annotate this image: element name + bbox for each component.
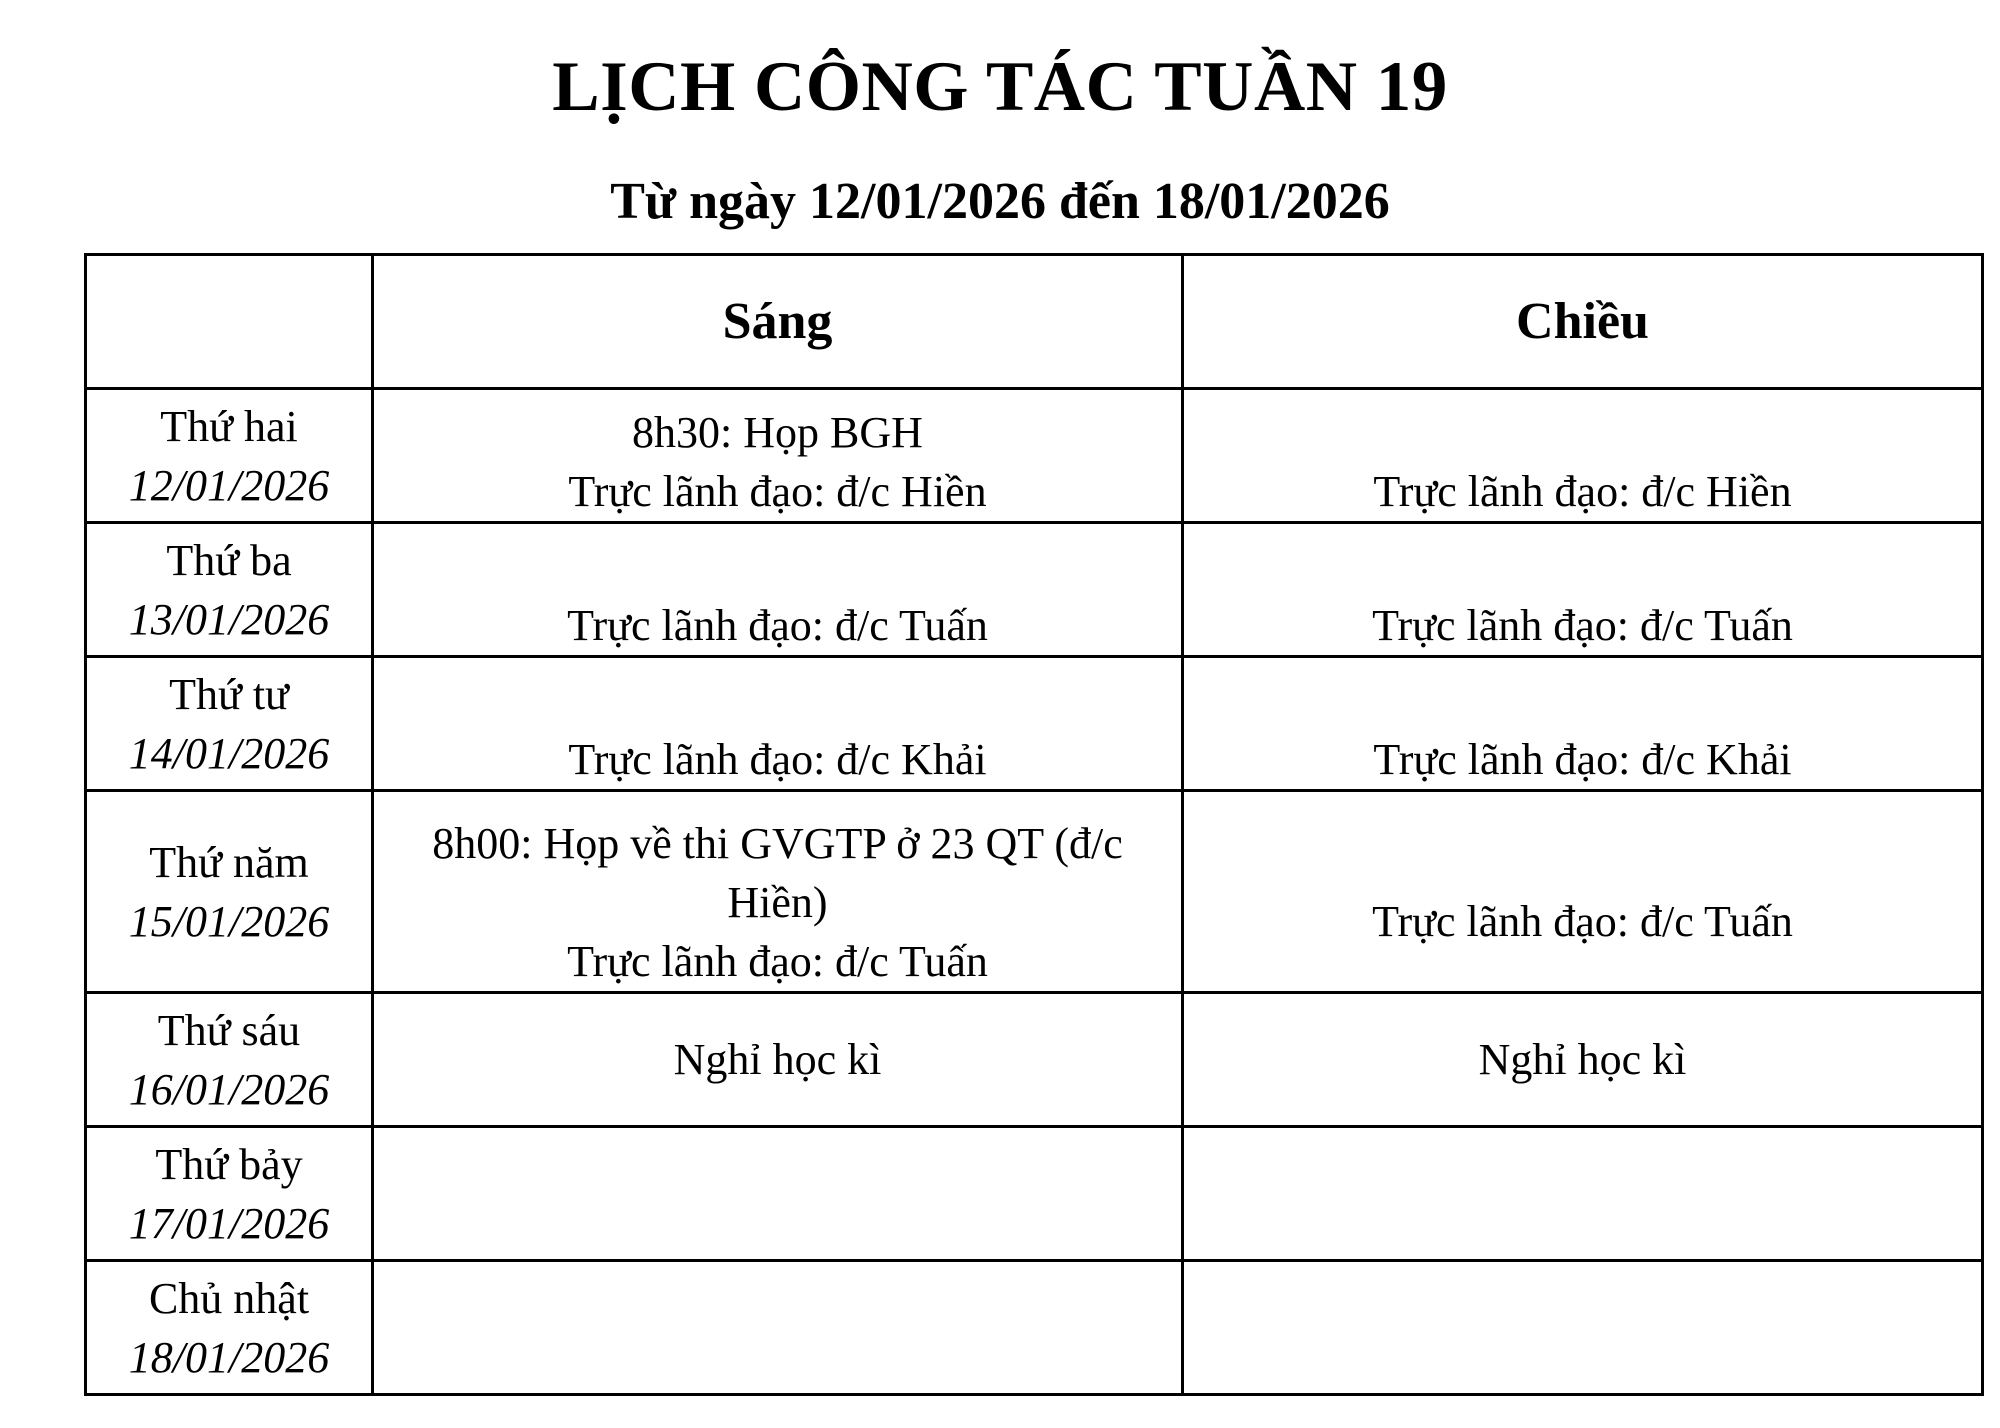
table-header-row <box>86 255 1983 389</box>
table-row <box>86 1127 1983 1261</box>
day-name: Thứ hai <box>160 401 298 451</box>
day-cell <box>86 657 373 791</box>
table-row <box>86 1261 1983 1395</box>
day-date: 16/01/2026 <box>128 1064 330 1114</box>
header-day <box>86 255 373 389</box>
afternoon-cell <box>1183 1127 1983 1261</box>
day-name: Thứ năm <box>149 837 309 887</box>
morning-cell <box>373 523 1183 657</box>
morning-cell <box>373 1127 1183 1261</box>
table-row <box>86 657 1983 791</box>
day-date: 18/01/2026 <box>128 1332 330 1382</box>
morning-cell <box>373 791 1183 993</box>
day-name: Chủ nhật <box>148 1273 310 1323</box>
afternoon-cell <box>1183 1261 1983 1395</box>
afternoon-cell <box>1183 523 1983 657</box>
day-name: Thứ sáu <box>157 1005 301 1055</box>
morning-line: 8h00: Họp về thi GVGTP ở 23 QT (đ/c <box>432 819 1123 868</box>
day-date: 12/01/2026 <box>128 460 330 510</box>
page-subtitle: Từ ngày 12/01/2026 đến 18/01/2026 <box>610 173 1390 230</box>
afternoon-line: Trực lãnh đạo: đ/c Tuấn <box>1372 897 1793 946</box>
day-cell <box>86 389 373 523</box>
morning-cell <box>373 389 1183 523</box>
morning-line: Trực lãnh đạo: đ/c Khải <box>568 735 987 784</box>
afternoon-cell <box>1183 993 1983 1127</box>
afternoon-line: Trực lãnh đạo: đ/c Tuấn <box>1372 601 1793 650</box>
table-row <box>86 993 1983 1127</box>
schedule-table <box>84 253 1984 1396</box>
morning-line: Nghỉ học kì <box>673 1035 882 1084</box>
morning-line: Trực lãnh đạo: đ/c Hiền <box>568 467 987 516</box>
day-cell <box>86 1261 373 1395</box>
morning-line: Trực lãnh đạo: đ/c Tuấn <box>567 937 988 986</box>
morning-cell <box>373 1261 1183 1395</box>
day-cell <box>86 791 373 993</box>
page-title: LỊCH CÔNG TÁC TUẦN 19 <box>552 48 1448 126</box>
morning-line: 8h30: Họp BGH <box>632 408 923 457</box>
afternoon-line: Trực lãnh đạo: đ/c Hiền <box>1373 467 1792 516</box>
day-date: 15/01/2026 <box>128 896 330 946</box>
table-row <box>86 523 1983 657</box>
afternoon-line: Nghỉ học kì <box>1478 1035 1687 1084</box>
afternoon-cell <box>1183 791 1983 993</box>
day-cell <box>86 993 373 1127</box>
day-name: Thứ bảy <box>155 1139 303 1189</box>
afternoon-line: Trực lãnh đạo: đ/c Khải <box>1373 735 1792 784</box>
morning-line: Hiền) <box>727 878 828 927</box>
afternoon-cell <box>1183 389 1983 523</box>
day-cell <box>86 523 373 657</box>
day-name: Thứ tư <box>169 669 289 719</box>
header-morning: Sáng <box>373 255 1183 389</box>
day-date: 13/01/2026 <box>128 594 330 644</box>
afternoon-cell <box>1183 657 1983 791</box>
table-row <box>86 791 1983 993</box>
header-afternoon: Chiều <box>1183 255 1983 389</box>
table-row <box>86 389 1983 523</box>
day-name: Thứ ba <box>166 535 292 585</box>
day-date: 14/01/2026 <box>128 728 330 778</box>
morning-cell <box>373 657 1183 791</box>
morning-line: Trực lãnh đạo: đ/c Tuấn <box>567 601 988 650</box>
morning-cell <box>373 993 1183 1127</box>
day-date: 17/01/2026 <box>128 1198 330 1248</box>
day-cell <box>86 1127 373 1261</box>
